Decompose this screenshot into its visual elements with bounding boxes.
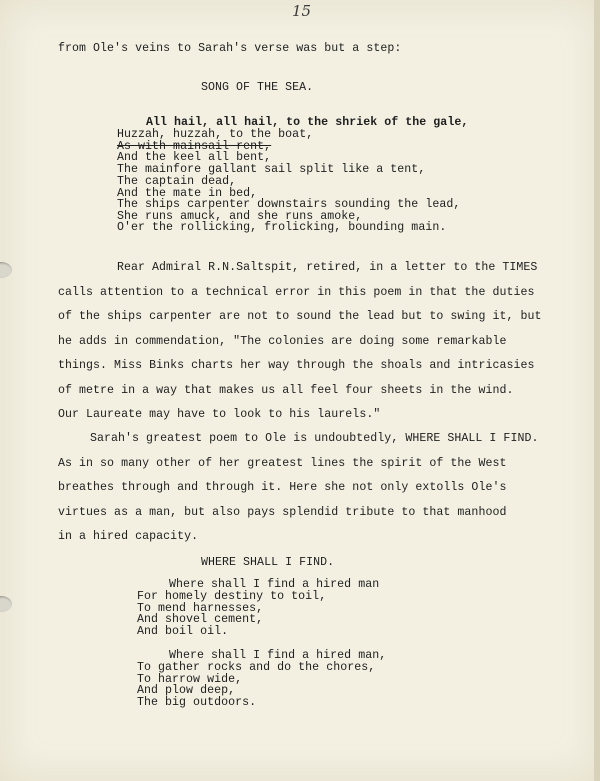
song-line: The mainfore gallant sail split like a tent, xyxy=(117,163,426,176)
poem-line: Where shall I find a hired man xyxy=(169,578,380,591)
paragraph-line: calls attention to a technical error in this poem in that the duties xyxy=(58,286,535,299)
poem-line: For homely destiny to toil, xyxy=(137,590,327,603)
poem-line: To harrow wide, xyxy=(137,673,243,686)
page-number: 15 xyxy=(292,2,312,20)
paragraph-line: of the ships carpenter are not to sound the lead but to swing it, but xyxy=(58,310,542,323)
song-line: And the mate in bed, xyxy=(117,187,258,200)
song-line: She runs amuck, and she runs amoke, xyxy=(117,210,363,223)
intro-line: from Ole's veins to Sarah's verse was but a step: xyxy=(58,42,402,55)
poem-line: Where shall I find a hired man, xyxy=(169,649,387,662)
paragraph-line: Rear Admiral R.N.Saltspit, retired, in a letter to the TIMES xyxy=(117,261,538,274)
poem-line: To gather rocks and do the chores, xyxy=(137,661,376,674)
paper-edge xyxy=(594,0,600,781)
song-line: Huzzah, huzzah, to the boat, xyxy=(117,128,314,141)
song-line: The ships carpenter downstairs sounding the lead, xyxy=(117,198,461,211)
poem-line: And boil oil. xyxy=(137,625,229,638)
paragraph-line: in a hired capacity. xyxy=(58,530,199,543)
paragraph-line: virtues as a man, but also pays splendid tribute to that manhood xyxy=(58,506,507,519)
poem-line: The big outdoors. xyxy=(137,696,257,709)
paragraph-line: Our Laureate may have to look to his laurels." xyxy=(58,408,381,421)
paragraph-line: breathes through and through it. Here she not only extolls Ole's xyxy=(58,481,507,494)
poem-line: To mend harnesses, xyxy=(137,602,264,615)
song-line: O'er the rollicking, frolicking, bounding main. xyxy=(117,221,447,234)
song-title: SONG OF THE SEA. xyxy=(201,81,314,94)
paragraph-line: things. Miss Binks charts her way through the shoals and intricasies xyxy=(58,359,535,372)
paragraph-line: As in so many other of her greatest lines the spirit of the West xyxy=(58,457,507,470)
poem-title: WHERE SHALL I FIND. xyxy=(201,556,335,569)
poem-line: And shovel cement, xyxy=(137,613,264,626)
punch-hole-top xyxy=(0,262,12,278)
poem-line: And plow deep, xyxy=(137,684,236,697)
paragraph-line: Sarah's greatest poem to Ole is undoubtedly, WHERE SHALL I FIND. xyxy=(90,432,539,445)
punch-hole-bottom xyxy=(0,596,12,612)
song-line: And the keel all bent, xyxy=(117,151,272,164)
paragraph-line: of metre in a way that makes us all feel four sheets in the wind. xyxy=(58,384,514,397)
song-line: As with mainsail rent, xyxy=(117,140,272,153)
song-line: The captain dead, xyxy=(117,175,237,188)
song-line: All hail, all hail, to the shriek of the gale, xyxy=(146,116,469,129)
paragraph-line: he adds in commendation, "The colonies are doing some remarkable xyxy=(58,335,507,348)
